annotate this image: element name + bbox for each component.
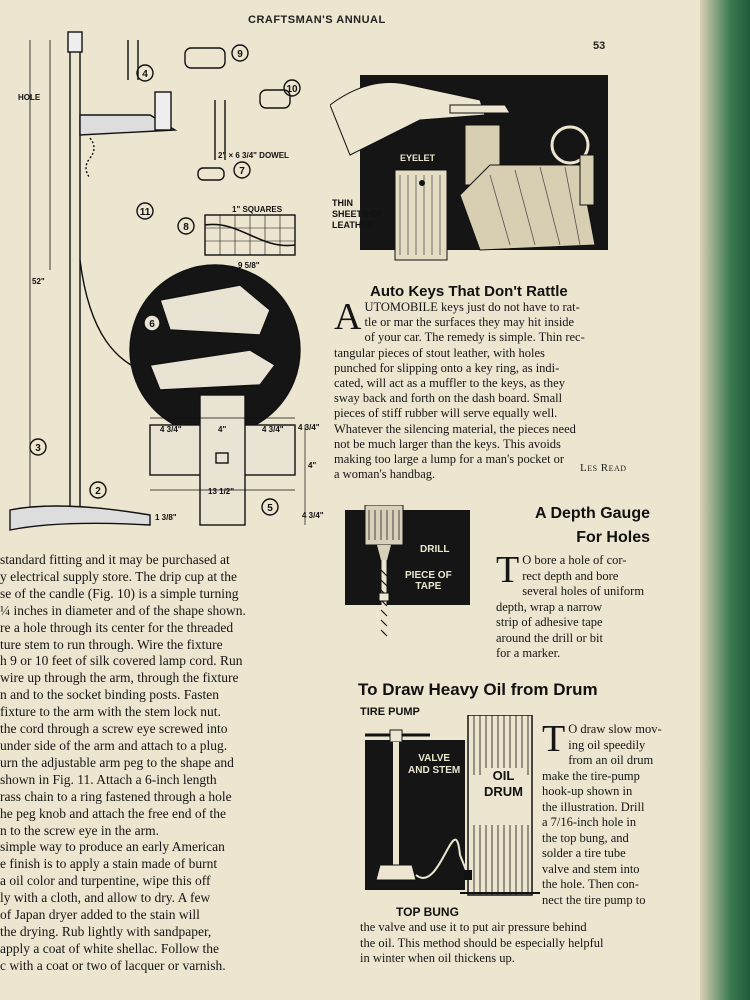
keys-line: Whatever the silencing material, the pieces need	[334, 421, 576, 436]
depth-gauge-line: for a marker.	[496, 646, 561, 660]
keys-line: of your car. The remedy is simple. Thin rec-	[364, 330, 585, 345]
lamp-line: the drying. Rub lightly with sandpaper,	[0, 923, 212, 939]
label-oil-drum-line: OIL	[492, 768, 515, 783]
lamp-line: wire up through the arm, through the fixture	[0, 670, 239, 686]
label-oil-drum-line: DRUM	[484, 784, 523, 799]
fig-label-5: 5	[267, 503, 273, 514]
lamp-line: y electrical supply store. The drip cup at the	[0, 568, 238, 584]
page-edge-background	[700, 0, 750, 1000]
keys-line: cated, will act as a muffler to the keys, as they	[334, 376, 565, 391]
oil-drum-line: solder a tire tube	[542, 846, 626, 860]
oil-drum-body-full	[360, 920, 695, 967]
depth-gauge-line: several holes of uniform	[522, 584, 645, 598]
depth-gauge-line: depth, wrap a narrow	[496, 599, 603, 614]
oil-drum-line: O draw slow mov-	[568, 722, 662, 736]
fig-label-10: 10	[286, 84, 298, 95]
label-thin-sheets-line: SHEETS OF	[332, 209, 384, 219]
fig-label-8: 8	[183, 222, 189, 233]
lamp-line: h 9 or 10 feet of silk covered lamp cord. Run	[0, 653, 243, 669]
keys-line: not be much larger than the keys. This avoids	[334, 436, 561, 451]
lamp-line: re a hole through its center for the threaded	[0, 619, 234, 635]
lamp-line: c with a coat or two of lacquer or varnish.	[0, 957, 226, 973]
depth-gauge-title-line: For Holes	[576, 529, 650, 546]
keys-illustration	[330, 65, 610, 265]
oil-drum-line: hook-up shown in	[542, 784, 633, 798]
label-thin-sheets-line: THIN	[332, 198, 353, 208]
fig-label-7: 7	[239, 166, 245, 177]
label-valve-line: AND STEM	[408, 765, 461, 776]
keys-article-title: Auto Keys That Don't Rattle	[370, 283, 568, 300]
oil-drum-title: To Draw Heavy Oil from Drum	[358, 680, 598, 699]
lamp-line: ¼ inches in diameter and of the shape shown.	[0, 602, 246, 618]
dim-side-height: 4 3/4"	[298, 423, 320, 432]
label-drill: DRILL	[420, 544, 450, 555]
dim-base-height: 4 3/4"	[302, 511, 324, 520]
lamp-line: shown in Fig. 11. Attach a 6-inch length	[0, 771, 217, 787]
keys-line: UTOMOBILE keys just do not have to rat-	[364, 300, 580, 314]
label-tape-line: PIECE OF	[405, 570, 452, 581]
label-tire-pump: TIRE PUMP	[360, 706, 420, 718]
lamp-line: e finish is to apply a stain made of burnt	[0, 856, 218, 872]
oil-drum-line: the top bung, and	[542, 830, 629, 845]
depth-gauge-body	[496, 549, 666, 662]
lamp-line: fixture to the arm with the stem lock nut.	[0, 704, 221, 720]
keys-line: pieces of stiff rubber will serve equally well.	[334, 406, 558, 421]
lamp-line: rass chain to a ring fastened through a hole	[0, 788, 232, 804]
fig-label-4: 4	[142, 69, 148, 80]
oil-drum-full-line: the oil. This method should be especially helpful	[360, 935, 604, 950]
label-top-bung: TOP BUNG	[396, 905, 459, 919]
oil-drum-dropcap: T	[542, 718, 566, 760]
label-tape	[405, 570, 452, 592]
lamp-line: apply a coat of white shellac. Follow the	[0, 940, 219, 956]
lamp-line: of Japan dryer added to the stain will	[0, 907, 200, 923]
running-title: CRAFTSMAN'S ANNUAL	[248, 14, 386, 26]
label-valve-line: VALVE	[418, 753, 451, 764]
oil-drum-line: the hole. Then con-	[542, 877, 639, 891]
depth-gauge-dropcap: T	[496, 549, 520, 591]
depth-gauge-line: around the drill or bit	[496, 630, 603, 645]
dim-mid-width: 4"	[218, 425, 227, 434]
dim-foot: 1 3/8"	[155, 513, 177, 522]
lamp-diagram	[0, 20, 330, 540]
keys-line: tle or mar the surfaces they may hit inside	[364, 315, 575, 330]
lamp-line: standard fitting and it may be purchased at	[0, 552, 230, 567]
label-valve	[408, 753, 460, 777]
lamp-line: ture stem to run through. Wire the fixture	[0, 636, 223, 652]
label-eyelet: EYELET	[400, 153, 436, 163]
oil-drum-full-line: in winter when oil thickens up.	[360, 951, 515, 965]
keys-line: making too large a lump for a man's pocket or	[334, 452, 565, 467]
oil-drum-full-line: the valve and use it to put air pressure behind	[360, 920, 587, 934]
oil-drum-line: valve and stem into	[542, 861, 640, 876]
keys-dropcap: A	[334, 296, 362, 338]
oil-drum-body	[542, 718, 692, 908]
keys-line: punched for slipping onto a key ring, as indi-	[334, 360, 560, 375]
oil-drum-line: from an oil drum	[568, 753, 654, 767]
fig-label-9: 9	[237, 49, 243, 60]
fig-label-6: 6	[149, 319, 155, 330]
lamp-article-body	[0, 552, 328, 975]
oil-drum-line: the illustration. Drill	[542, 799, 645, 814]
dim-right-width: 4 3/4"	[262, 425, 284, 434]
dim-dowel: 2" × 6 3/4" DOWEL	[218, 151, 289, 160]
oil-drum-illustration	[360, 715, 540, 925]
lamp-line: se of the candle (Fig. 10) is a simple turning	[0, 585, 239, 601]
depth-gauge-line: rect depth and bore	[522, 568, 619, 583]
dim-base-width: 13 1/2"	[208, 487, 235, 496]
oil-drum-line: nect the tire pump to	[542, 892, 646, 907]
keys-line: a woman's handbag.	[334, 467, 436, 482]
lamp-line: he peg knob and attach the free end of the	[0, 805, 227, 821]
fig-label-2: 2	[95, 486, 101, 497]
fig-label-11: 11	[139, 207, 151, 218]
lamp-line: urn the adjustable arm peg to the shape and	[0, 754, 234, 770]
label-tape-line: TAPE	[415, 581, 442, 592]
lamp-line: simple way to produce an early American	[0, 839, 225, 855]
oil-drum-line: ing oil speedily	[568, 737, 646, 752]
keys-line: sway back and forth on the dash board. Small	[334, 391, 563, 406]
dim-width: 9 5/8"	[238, 261, 260, 270]
oil-drum-line: make the tire-pump	[542, 768, 640, 783]
dim-left-width: 4 3/4"	[160, 425, 182, 434]
lamp-line: the cord through a screw eye screwed into	[0, 721, 228, 737]
lamp-line: ly with a cloth, and allow to dry. A few	[0, 890, 211, 906]
keys-line: tangular pieces of stout leather, with holes	[334, 345, 545, 360]
dim-height: 52"	[32, 277, 45, 286]
keys-article-body	[334, 296, 664, 482]
page-number: 53	[593, 40, 606, 52]
keys-byline: Les Read	[580, 462, 627, 474]
depth-gauge-line: strip of adhesive tape	[496, 615, 603, 629]
label-thin-sheets	[332, 198, 383, 231]
depth-gauge-line: O bore a hole of cor-	[522, 553, 627, 567]
lamp-line: a oil color and turpentine, wipe this off	[0, 873, 211, 889]
label-thin-sheets-line: LEATHER	[332, 220, 374, 230]
dim-squares: 1" SQUARES	[232, 205, 283, 214]
dim-hole: HOLE	[18, 93, 41, 102]
oil-drum-line: a 7/16-inch hole in	[542, 815, 637, 829]
lamp-line: under side of the arm and attach to a plug.	[0, 737, 228, 753]
lamp-line: n to the screw eye in the arm.	[0, 822, 159, 838]
label-oil-drum	[484, 768, 523, 800]
depth-gauge-title-line: A Depth Gauge	[535, 505, 650, 522]
dim-mid-height: 4"	[308, 461, 317, 470]
depth-gauge-title	[498, 502, 650, 550]
fig-label-3: 3	[35, 443, 41, 454]
lamp-line: n and to the socket binding posts. Fasten	[0, 687, 219, 703]
